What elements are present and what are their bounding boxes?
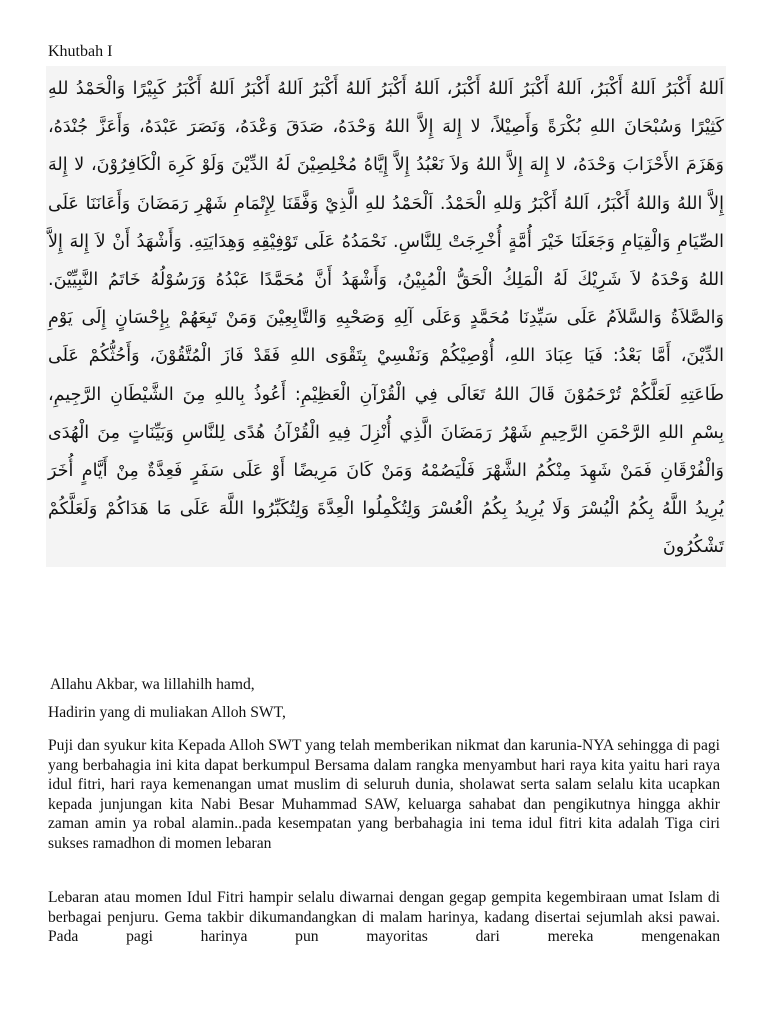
section-heading: Khutbah I bbox=[48, 43, 113, 60]
lebaran-paragraph: Lebaran atau momen Idul Fitri hampir selalu diwarnai dengan gegap gempita kegembiraan umat Islam di berbagai penjuru. Gema takbir dikumandangkan di malam harinya, kadang disertai sejumlah aksi pawai. Pada pagi harinya pun mayoritas dari mereka mengenakan bbox=[48, 889, 720, 945]
opening-paragraph: Puji dan syukur kita Kepada Alloh SWT yang telah memberikan nikmat dan karunia-NYA sehingga di pagi yang berbahagia ini kita dapat berkumpul Bersama dalam rangka menyambut hari raya kita yaitu hari raya idul fitri, hari raya kemenangan umat muslim di seluruh dunia, sholawat serta salam selalu kita ucapkan kepada junjungan kita Nabi Besar Muhammad SAW, keluarga sahabat dan pengikutnya hingga akhir zaman amin ya robal alamin..pada kesempatan yang berbahagia ini tema idul fitri kita adalah Tiga ciri sukses ramadhon di momen lebaran bbox=[48, 737, 720, 852]
arabic-takbir-text: اَللهُ أَكْبَرُ اَللهُ أَكْبَرُ، اَللهُ أَكْبَرُ اَللهُ أَكْبَرُ، اَللهُ أَكْبَرُ اَللهُ أَكْبَرُ اَللهُ أَكْبَرُ اَللهُ أَكْبَرُ كَبِيْرًا وَالْحَمْدُ للهِ كَثِيْرًا وَسُبْحَانَ اللهِ بُكْرَةً وَأَصِيْلاً، لا إِلهَ إِلاَّ اللهُ وَحْدَهُ، صَدَقَ وَعْدَهُ، وَنَصَرَ عَبْدَهُ، وَأَعَزَّ جُنْدَهُ، وَهَزَمَ الأَحْزَابَ وَحْدَهُ، لا إِلهَ إِلاَّ اللهُ وَلاَ نَعْبُدُ إِلاَّ إِيَّاهُ مُخْلِصِيْنَ لَهُ الدِّيْنَ وَلَوْ كَرِهَ الْكَافِرُوْنَ، لا إِلهَ إِلاَّ اللهُ وَاللهُ أَكْبَرُ، اَللهُ أَكْبَرُ وَللهِ الْحَمْدُ. اَلْحَمْدُ للهِ الَّذِيْ وَفَّقَنَا لِإِتْمَامِ شَهْرِ رَمَضَانَ وَأَعَانَنَا عَلَى الصِّيَامِ وَالْقِيَامِ وَجَعَلَنَا خَيْرَ أُمَّةٍ أُخْرِجَتْ لِلنَّاسِ. نَحْمَدُهُ عَلَى تَوْفِيْقِهِ وَهِدَايَتِهِ. وَأَشْهَدُ أَنْ لاَ إِلهَ إِلاَّ اللهُ وَحْدَهُ لاَ شَرِيْكَ لَهُ الْمَلِكُ الْحَقُّ الْمُبِيْنُ، وَأَشْهَدُ أَنَّ مُحَمَّدًا عَبْدُهُ وَرَسُوْلُهُ خَاتَمُ النَّبِيِّيْنَ. وَالصَّلاَةُ وَالسَّلاَمُ عَلَى سَيِّدِنَا مُحَمَّدٍ وَعَلَى آلِهِ وَصَحْبِهِ وَالتَّابِعِيْنَ وَمَنْ تَبِعَهُمْ بِإِحْسَانٍ إِلَى يَوْمِ الدِّيْنَ، أَمَّا بَعْدُ: فَيَا عِبَادَ اللهِ، أُوْصِيْكُمْ وَنَفْسِيْ بِتَقْوَى اللهِ فَقَدْ فَازَ الْمُتَّقُوْنَ، وَأَحُثُّكُمْ عَلَى طَاعَتِهِ لَعَلَّكُمْ تُرْحَمُوْنَ قَالَ اللهُ تَعَالَى فِي الْقُرْآنِ الْعَظِيْمِ: أَعُوذُ بِاللهِ مِنَ الشَّيْطَانِ الرَّجِيمِ، بِسْمِ اللهِ الرَّحْمَنِ الرَّحِيمِ شَهْرُ رَمَضَانَ الَّذِي أُنْزِلَ فِيهِ الْقُرْآنُ هُدًى لِلنَّاسِ وَبَيِّنَاتٍ مِنَ الْهُدَى وَالْفُرْقَانِ فَمَنْ شَهِدَ مِنْكُمُ الشَّهْرَ فَلْيَصُمْهُ وَمَنْ كَانَ مَرِيضًا أَوْ عَلَى سَفَرٍ فَعِدَّةٌ مِنْ أَيَّامٍ أُخَرَ يُرِيدُ اللَّهُ بِكُمُ الْيُسْرَ وَلَا يُرِيدُ بِكُمُ الْعُسْرَ وَلِتُكْمِلُوا الْعِدَّةَ وَلِتُكَبِّرُوا اللَّهَ عَلَى مَا هَدَاكُمْ وَلَعَلَّكُمْ تَشْكُرُونَ bbox=[46, 66, 726, 567]
audience-address: Hadirin yang di muliakan Alloh SWT, bbox=[48, 704, 286, 721]
greeting-line: Allahu Akbar, wa lillahilh hamd, bbox=[50, 676, 255, 693]
